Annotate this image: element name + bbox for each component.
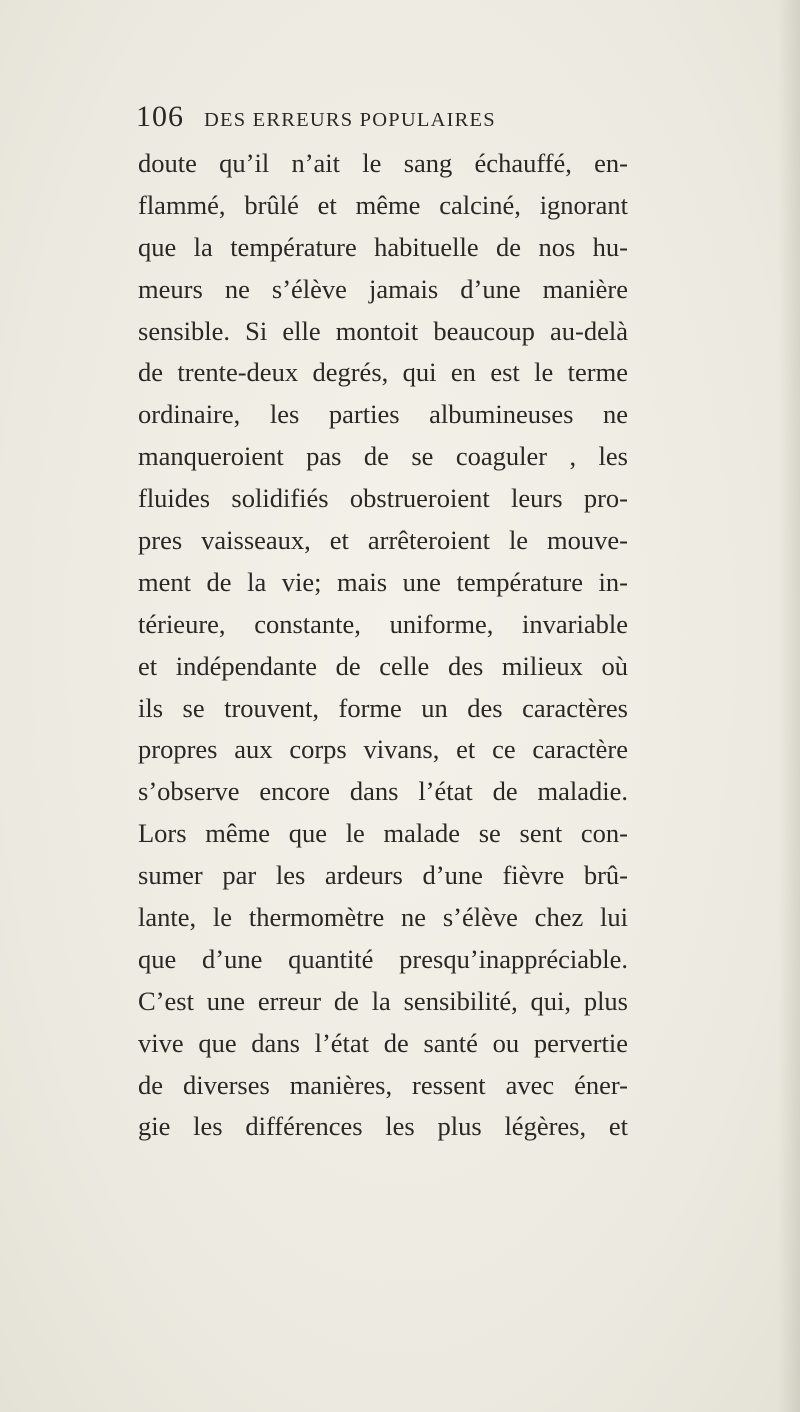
- text-line: de diverses manières, ressent avec éner-: [138, 1069, 628, 1100]
- text-line: s’observe encore dans l’état de maladie.: [138, 776, 628, 807]
- text-line: manqueroient pas de se coaguler , les: [138, 441, 628, 472]
- text-line: pres vaisseaux, et arrêteroient le mouve-: [138, 525, 628, 556]
- page-header: [136, 100, 636, 136]
- page-edge-shadow: [778, 0, 800, 1412]
- text-line: térieure, constante, uniforme, invariable: [138, 608, 628, 639]
- text-line: ment de la vie; mais une température in-: [138, 566, 628, 597]
- text-line: que d’une quantité presqu’inappréciable.: [138, 943, 628, 974]
- text-line: flammé, brûlé et même calciné, ignorant: [138, 189, 628, 220]
- text-line: ils se trouvent, forme un des caractères: [138, 692, 628, 723]
- text-line: doute qu’il n’ait le sang échauffé, en-: [138, 148, 628, 178]
- text-line: et indépendante de celle des milieux où: [138, 650, 628, 681]
- text-line: que la température habituelle de nos hu-: [138, 231, 628, 262]
- text-line: de trente-deux degrés, qui en est le terme: [138, 357, 628, 388]
- text-line: vive que dans l’état de santé ou pervertie: [138, 1027, 628, 1058]
- text-line: ordinaire, les parties albumineuses ne: [138, 399, 628, 430]
- text-line: meurs ne s’élève jamais d’une manière: [138, 273, 628, 304]
- running-title: DES ERREURS POPULAIRES: [204, 109, 496, 131]
- text-line: propres aux corps vivans, et ce caractère: [138, 734, 628, 765]
- body-text: [138, 143, 628, 1148]
- text-line: sumer par les ardeurs d’une fièvre brû-: [138, 860, 628, 891]
- text-line: lante, le thermomètre ne s’élève chez lui: [138, 902, 628, 933]
- text-line: C’est une erreur de la sensibilité, qui, plus: [138, 985, 628, 1016]
- page-number: 106: [136, 100, 184, 133]
- text-line: fluides solidifiés obstrueroient leurs pro-: [138, 483, 628, 514]
- text-line: sensible. Si elle montoit beaucoup au-delà: [138, 315, 628, 346]
- text-line: gie les différences les plus légères, et: [138, 1111, 628, 1142]
- text-line: Lors même que le malade se sent con-: [138, 818, 628, 849]
